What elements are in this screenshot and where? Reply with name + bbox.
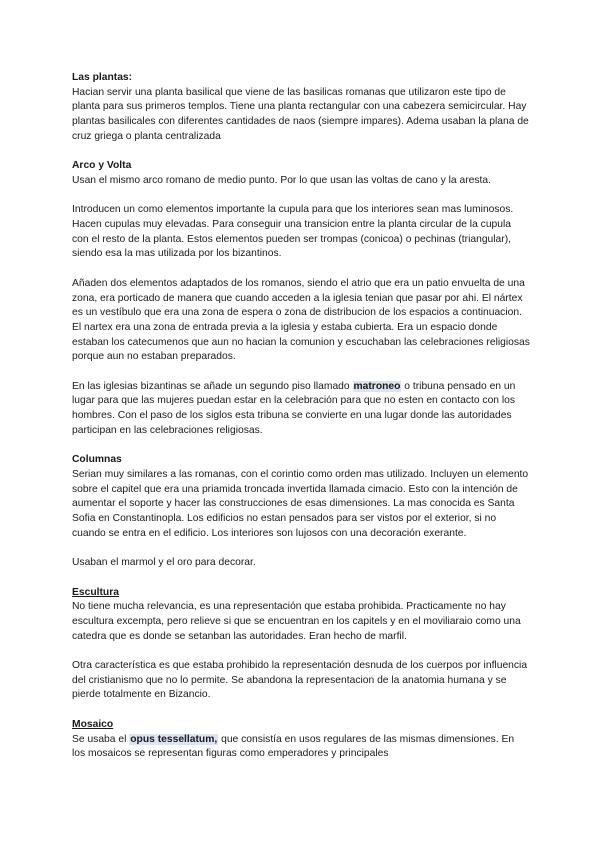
paragraph: Usan el mismo arco romano de medio punto. Por lo que usan las voltas de cano y la aresta. bbox=[72, 174, 491, 186]
paragraph: Añaden dos elementos adaptados de los romanos, siendo el atrio que era un patio envuelta de una zona, era porticado de manera que cuando acceden a la iglesia tenian que pasar por ahi. El nártex es un vestíbulo que era una zona de espera o zona de distribucion de los espacios a continuacion. El nartex era una zona de entrada previa a la iglesia y estaba cubierta. Era un espacio donde estaban los catecumenos que aun no hacian la comunion y escuchaban las celebraciones religiosas porque aun no estaban preparados. bbox=[72, 277, 530, 363]
section-plantas bbox=[72, 71, 530, 145]
heading-columnas: Columnas bbox=[72, 454, 122, 466]
paragraph: Hacian servir una planta basilical que viene de las basilicas romanas que utilizaron este tipo de planta para sus primeros templos. Tiene una planta rectangular con una cabezera semicircular. Hay plantas basilicales con diferentes cantidades de naos (siempre impares). Adema usaban la plana de cruz griega o planta centralizada bbox=[72, 86, 529, 142]
section-columnas bbox=[72, 453, 530, 571]
paragraph: Introducen un como elementos importante la cupula para que los interiores sean mas luminosos. Hacen cupulas muy elevadas. Para conseguir una transicion entre la planta circular de la cupula con el resto de la planta. Estos elementos pueden ser trompas (conicoa) o pechinas (triangular), siendo esa la mas utilizada por los bizantinos. bbox=[72, 204, 514, 260]
section-arco-volta bbox=[72, 159, 530, 438]
text-run: o tribuna pensado en un lugar para que las mujeres puedan estar en la celebración para que no esten en contacto con los hombres. Con el paso de los siglos esta tribuna se convierte en una lugar donde las autoridades participan en las celebraciones religiosas. bbox=[72, 380, 516, 436]
paragraph bbox=[72, 380, 530, 439]
heading-arco-volta: Arco y Volta bbox=[72, 160, 132, 172]
heading-mosaico: Mosaico bbox=[72, 718, 114, 730]
highlighted-term: opus tessellatum, bbox=[130, 733, 218, 745]
section-escultura bbox=[72, 586, 530, 704]
highlighted-term: matroneo bbox=[353, 380, 401, 392]
section-mosaico bbox=[72, 718, 530, 762]
heading-escultura: Escultura bbox=[72, 586, 119, 598]
paragraph bbox=[72, 733, 530, 762]
paragraph: Otra característica es que estaba prohibido la representación desnuda de los cuerpos por influencia del cristianismo que no lo permite. Se abandona la representacion de la anatomia humana y se pierde totalmente en Bizancio. bbox=[72, 660, 528, 701]
text-run: que consistía en usos regulares de las mismas dimensiones. En los mosaicos se representan figuras como emperadores y principales bbox=[72, 733, 515, 760]
text-run: Se usaba el bbox=[72, 733, 130, 745]
paragraph: No tiene mucha relevancia, es una representación que estaba prohibida. Practicamente no hay escultura excempta, pero relieve si que se encuentran en los capitels y en el moviliaraio como una catedra que es donde se setanban las autoridades. Eran hecho de marfil. bbox=[72, 601, 521, 642]
paragraph: Usaban el marmol y el oro para decorar. bbox=[72, 557, 256, 569]
text-run: En las iglesias bizantinas se añade un segundo piso llamado bbox=[72, 380, 353, 392]
heading-plantas: Las plantas: bbox=[72, 72, 133, 83]
paragraph: Serian muy similares a las romanas, con el corintio como orden mas utilizado. Incluyen un elemento sobre el capitel que era una priamida troncada invertida llamada cimacio. Esto con la intención de aumentar el soporte y hacer las construcciones de esas dimensiones. La mas conocida es Santa Sofia en Constantinopla. Los edificios no estan pensados para ser vistos por el exterior, si no cuando se entra en el edificio. Los interiores son lujosos con una decoración exerante. bbox=[72, 468, 529, 539]
